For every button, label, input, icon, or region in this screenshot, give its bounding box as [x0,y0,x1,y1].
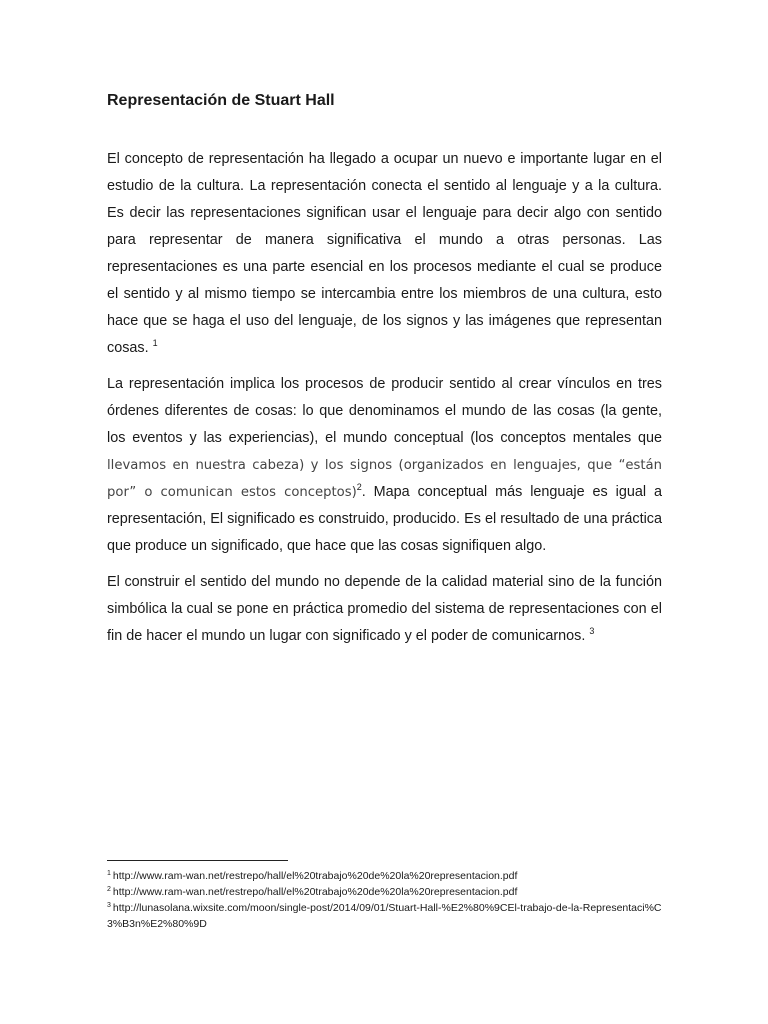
document-title: Representación de Stuart Hall [107,92,335,109]
paragraph-2 [107,371,662,560]
footnote-3-link[interactable]: http://lunasolana.wixsite.com/moon/single-post/2014/09/01/Stuart-Hall-%E2%80%9CEl-trabajo-de-la-Representaci%C3%B3n%E2%80%9D [107,902,662,930]
paragraph-2-text-a: La representación implica los procesos de producir sentido al crear vínculos en tres órdenes diferentes de cosas: lo que denominamos el mundo de las cosas (la gente, los eventos y las experiencias), el mundo conceptual (los conceptos mentales que [107,376,662,446]
paragraph-2-text-b: llevamos en nuestra cabeza) y los signos (organizados en lenguajes, que “están por” o comunican estos conceptos) [107,458,662,500]
footnote-separator [107,860,288,861]
paragraph-2-text-c: . Mapa conceptual más lenguaje es igual a representación, El significado es construido, producido. Es el resultado de una práctica que produce un significado, que hace que las cosas signifiquen algo. [107,484,662,554]
footnote-1 [107,868,667,884]
footnote-2-link[interactable]: http://www.ram-wan.net/restrepo/hall/el%20trabajo%20de%20la%20representacion.pdf [112,886,518,898]
footnote-ref-2[interactable]: 2 [356,482,362,493]
footnote-1-number: 1 [107,869,111,877]
footnote-1-link[interactable]: http://www.ram-wan.net/restrepo/hall/el%20trabajo%20de%20la%20representacion.pdf [112,870,518,882]
paragraph-1 [107,146,662,362]
paragraph-3 [107,569,662,650]
paragraph-1-text: El concepto de representación ha llegado a ocupar un nuevo e importante lugar en el estudio de la cultura. La representación conecta el sentido al lenguaje y a la cultura. Es decir las representaciones significan usar el lenguaje para decir algo con sentido para representar de manera significativa el mundo a otras personas. Las representaciones es una parte esencial en los procesos mediante el cual se produce el sentido y al mismo tiempo se intercambia entre los miembros de una cultura, esto hace que se haga el uso del lenguaje, de los signos y las imágenes que representan cosas. [107,151,662,356]
footnote-ref-3[interactable]: 3 [589,626,595,637]
footnote-2 [107,884,667,900]
footnotes [107,868,667,932]
footnote-3-number: 3 [107,901,111,909]
footnote-2-number: 2 [107,885,111,893]
footnote-ref-1[interactable]: 1 [152,338,158,349]
paragraph-3-text: El construir el sentido del mundo no depende de la calidad material sino de la función simbólica la cual se pone en práctica promedio del sistema de representaciones con el fin de hacer el mundo un lugar con significado y el poder de comunicarnos. [107,574,662,644]
document-body [107,146,662,659]
footnote-3 [107,900,667,932]
